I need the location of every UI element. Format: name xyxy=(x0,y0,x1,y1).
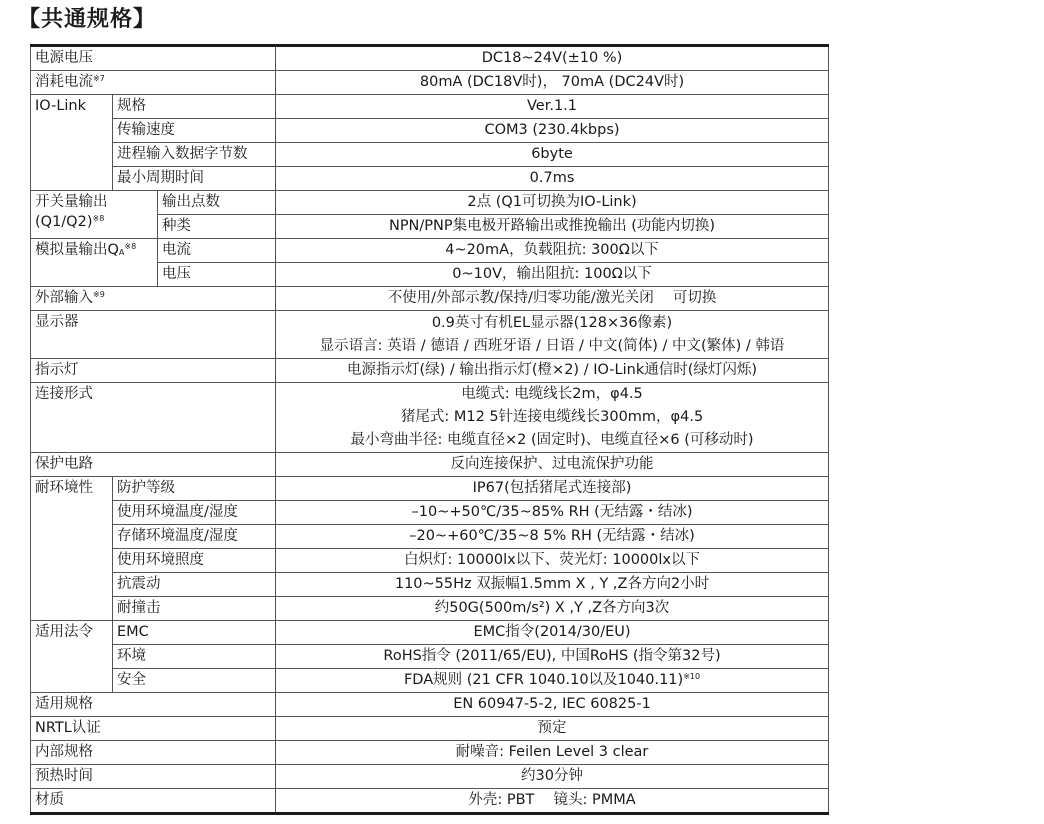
row-label: 显示器 xyxy=(31,311,276,359)
row-value: –10~+50℃/35~85% RH (无结露・结冰) xyxy=(276,501,829,525)
row-value: 电缆式: 电缆线长2m，φ4.5 猪尾式: M12 5针连接电缆线长300mm，φ4.5 最小弯曲半径: 电缆直径×2 (固定时)、电缆直径×6 (可移动时) xyxy=(276,383,829,453)
footnote-mark: ※10 xyxy=(683,672,701,681)
table-row xyxy=(31,239,829,263)
row-value: 约30分钟 xyxy=(276,765,829,789)
row-value: 耐噪音: Feilen Level 3 clear xyxy=(276,741,829,765)
sub-label: 抗震动 xyxy=(113,573,276,597)
table-row xyxy=(31,645,829,669)
table-row xyxy=(31,669,829,693)
sub-label: 电压 xyxy=(158,263,276,287)
table-row xyxy=(31,573,829,597)
spec-table xyxy=(30,44,829,815)
table-row xyxy=(31,143,829,167)
sub-label: 进程输入数据字节数 xyxy=(113,143,276,167)
row-label: 外部输入$^{※9}$ xyxy=(31,287,276,311)
table-row xyxy=(31,191,829,215)
table-row xyxy=(31,693,829,717)
row-label: 保护电路 xyxy=(31,453,276,477)
sub-label: 电流 xyxy=(158,239,276,263)
table-row xyxy=(31,311,829,359)
row-label: 耐环境性 xyxy=(31,477,113,621)
row-value: –20~+60℃/35~8 5% RH (无结露・结冰) xyxy=(276,525,829,549)
sub-label: 防护等级 xyxy=(113,477,276,501)
row-value: EMC指令(2014/30/EU) xyxy=(276,621,829,645)
row-value: Ver.1.1 xyxy=(276,95,829,119)
row-value: 白炽灯: 10000lx以下、荧光灯: 10000lx以下 xyxy=(276,549,829,573)
footnote-mark: ※8 xyxy=(124,242,137,251)
row-value: RoHS指令 (2011/65/EU), 中国RoHS (指令第32号) xyxy=(276,645,829,669)
row-value: 0~10V，输出阻抗: 100Ω以下 xyxy=(276,263,829,287)
row-label: 开关量输出 $(Q1/Q2)^{※8}$ xyxy=(31,191,158,239)
row-value: 反向连接保护、过电流保护功能 xyxy=(276,453,829,477)
table-row xyxy=(31,287,829,311)
table-row xyxy=(31,765,829,789)
row-value: DC18~24V(±10 %) xyxy=(276,46,829,71)
table-row xyxy=(31,717,829,741)
sub-label: 最小周期时间 xyxy=(113,167,276,191)
row-value: 2点 (Q1可切换为IO-Link) xyxy=(276,191,829,215)
row-label: 适用规格 xyxy=(31,693,276,717)
row-value: 4~20mA，负载阻抗: 300Ω以下 xyxy=(276,239,829,263)
table-row xyxy=(31,621,829,645)
footnote-mark: ※7 xyxy=(93,74,105,83)
row-value: 0.9英寸有机EL显示器(128×36像素) 显示语言: 英语 / 德语 / 西班牙语 / 日语 / 中文(简体) / 中文(繁体) / 韩语 xyxy=(276,311,829,359)
table-row xyxy=(31,359,829,383)
row-label: 消耗电流$^{※7}$ xyxy=(31,71,276,95)
sub-label: 耐撞击 xyxy=(113,597,276,621)
footnote-mark: ※9 xyxy=(93,290,105,299)
row-label: IO-Link xyxy=(31,95,113,191)
row-value: 外壳: PBT 镜头: PMMA xyxy=(276,789,829,814)
row-value: NPN/PNP集电极开路输出或推挽输出 (功能内切换) xyxy=(276,215,829,239)
table-row xyxy=(31,789,829,814)
row-label: 电源电压 xyxy=(31,46,276,71)
sub-label: 传输速度 xyxy=(113,119,276,143)
row-value: 预定 xyxy=(276,717,829,741)
sub-label: 安全 xyxy=(113,669,276,693)
table-row xyxy=(31,383,829,453)
table-row xyxy=(31,597,829,621)
table-row xyxy=(31,549,829,573)
table-row xyxy=(31,95,829,119)
row-value: 6byte xyxy=(276,143,829,167)
row-label: 连接形式 xyxy=(31,383,276,453)
sub-label: 种类 xyxy=(158,215,276,239)
table-row xyxy=(31,477,829,501)
sub-label: 使用环境温度/湿度 xyxy=(113,501,276,525)
row-label: 预热时间 xyxy=(31,765,276,789)
row-label: 适用法令 xyxy=(31,621,113,693)
sub-label: 使用环境照度 xyxy=(113,549,276,573)
row-value: 110~55Hz 双振幅1.5mm X , Y ,Z各方向2小时 xyxy=(276,573,829,597)
row-label: 内部规格 xyxy=(31,741,276,765)
table-row xyxy=(31,46,829,71)
sub-label: 存储环境温度/湿度 xyxy=(113,525,276,549)
row-value: 电源指示灯(绿) / 输出指示灯(橙×2) / IO-Link通信时(绿灯闪烁) xyxy=(276,359,829,383)
section-title: 【共通规格】 xyxy=(18,7,157,32)
table-row xyxy=(31,71,829,95)
row-value: IP67(包括猪尾式连接部) xyxy=(276,477,829,501)
row-value: 0.7ms xyxy=(276,167,829,191)
row-label: NRTL认证 xyxy=(31,717,276,741)
row-value: COM3 (230.4kbps) xyxy=(276,119,829,143)
row-label: 指示灯 xyxy=(31,359,276,383)
footnote-mark: ※8 xyxy=(92,214,105,223)
row-value: 不使用/外部示教/保持/归零功能/激光关闭 可切换 xyxy=(276,287,829,311)
table-row xyxy=(31,501,829,525)
sub-label: EMC xyxy=(113,621,276,645)
row-value: 80mA (DC18V时)， 70mA (DC24V时) xyxy=(276,71,829,95)
row-value: FDA规则 (21 CFR 1040.10以及1040.11)$^{※10}$ xyxy=(276,669,829,693)
sub-label: 输出点数 xyxy=(158,191,276,215)
table-row xyxy=(31,741,829,765)
table-row xyxy=(31,167,829,191)
row-label: 材质 xyxy=(31,789,276,814)
table-row xyxy=(31,525,829,549)
sub-label: 规格 xyxy=(113,95,276,119)
table-row xyxy=(31,119,829,143)
table-row xyxy=(31,453,829,477)
row-value: 约50G(500m/s²) X ,Y ,Z各方向3次 xyxy=(276,597,829,621)
row-value: EN 60947-5-2, IEC 60825-1 xyxy=(276,693,829,717)
row-label: 模拟量输出QA$^{※8}$ xyxy=(31,239,158,287)
sub-label: 环境 xyxy=(113,645,276,669)
